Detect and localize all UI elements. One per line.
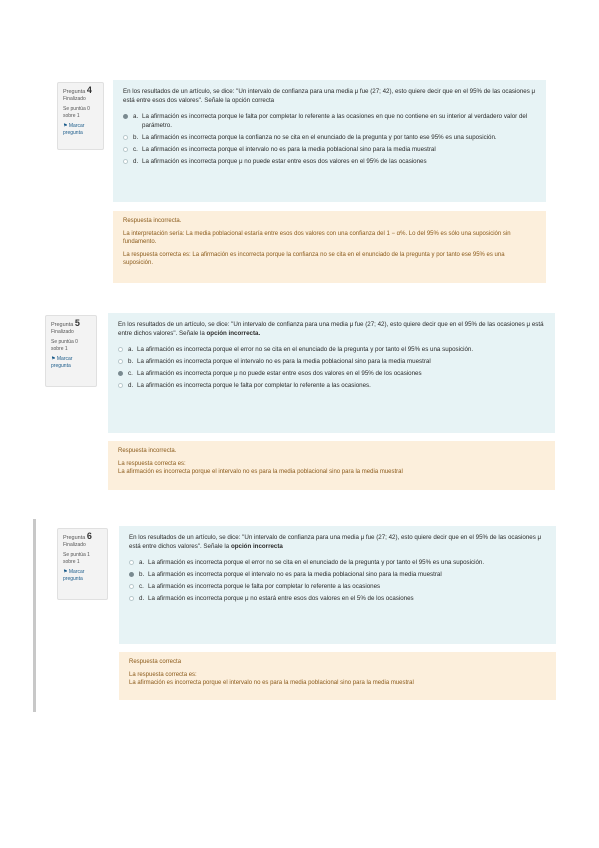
question-state: Finalizado bbox=[51, 329, 74, 335]
flag-icon: ⚑ bbox=[51, 356, 56, 362]
question-text: En los resultados de un artículo, se dice: "Un intervalo de confianza para una media μ fue (27; 42), esto quiere decir que en el 95% de las ocasiones μ está entre dichos valores". Señale la opción incorrecta bbox=[129, 534, 542, 550]
question-score: Se puntúa 0 sobre 1 bbox=[51, 339, 78, 352]
answer-option[interactable] bbox=[118, 345, 545, 354]
option-letter: c. bbox=[128, 370, 133, 377]
question-number: Pregunta 4 bbox=[63, 85, 92, 95]
question-state: Finalizado bbox=[63, 542, 86, 548]
option-letter: d. bbox=[133, 158, 139, 165]
answer-option[interactable] bbox=[129, 594, 546, 603]
option-text: La afirmación es incorrecta porque le falta por completar lo referente a las ocasiones. bbox=[137, 382, 371, 389]
option-text: La afirmación es incorrecta porque el intervalo no es para la media poblacional sino para la media muestral bbox=[142, 146, 436, 153]
question-number: Pregunta 6 bbox=[63, 531, 92, 541]
option-letter: a. bbox=[139, 559, 145, 566]
answer-option[interactable] bbox=[123, 145, 536, 154]
question-content bbox=[113, 80, 546, 202]
radio-button[interactable] bbox=[118, 347, 123, 352]
option-text: La afirmación es incorrecta porque el intervalo no es para la media poblacional sino para la media muestral bbox=[137, 358, 431, 365]
radio-button[interactable] bbox=[123, 159, 128, 164]
option-letter: d. bbox=[128, 382, 134, 389]
answer-option[interactable] bbox=[118, 381, 545, 390]
option-text: La afirmación es incorrecta porque el intervalo no es para la media poblacional sino para la media muestral bbox=[148, 571, 442, 578]
section-divider bbox=[33, 519, 36, 712]
radio-button[interactable] bbox=[129, 560, 134, 565]
option-text: La afirmación es incorrecta porque le falta por completar lo referente a las ocasiones bbox=[148, 583, 381, 590]
flag-question-link[interactable]: ⚑ Marcar pregunta bbox=[51, 356, 73, 369]
feedback-correct-answer: La afirmación es incorrecta porque el intervalo no es para la media poblacional sino para la media muestral bbox=[118, 469, 403, 475]
feedback-box bbox=[108, 441, 555, 490]
radio-button[interactable] bbox=[123, 135, 128, 140]
option-text: La afirmación es incorrecta porque el error no se cita en el enunciado de la pregunta y por tanto el 95% es una suposición. bbox=[137, 346, 474, 353]
answer-option[interactable] bbox=[123, 133, 536, 142]
option-text: La afirmación es incorrecta porque μ no puede estar entre esos dos valores en el 95% de las ocasiones bbox=[142, 158, 427, 165]
answer-option[interactable] bbox=[129, 558, 546, 567]
radio-button[interactable] bbox=[129, 572, 134, 577]
question-text: En los resultados de un artículo, se dice: "Un intervalo de confianza para una media μ fue (27; 42), esto quiere decir que en el 95% de las ocasiones μ está entre esos dos valores". Señale la opción correcta bbox=[123, 88, 536, 104]
question-number: Pregunta 5 bbox=[51, 318, 80, 328]
question-info bbox=[57, 82, 104, 150]
flag-question-link[interactable]: ⚑ Marcar pregunta bbox=[63, 569, 85, 582]
question-content bbox=[108, 313, 555, 433]
option-letter: b. bbox=[128, 358, 134, 365]
option-letter: a. bbox=[128, 346, 134, 353]
radio-button[interactable] bbox=[118, 383, 123, 388]
option-text: La afirmación es incorrecta porque le falta por completar lo referente a las ocasiones en que no contiene en su interior al verdadero valor del parámetro. bbox=[142, 113, 528, 129]
question-score: Se puntúa 1 sobre 1 bbox=[63, 552, 90, 565]
question-info bbox=[45, 315, 97, 387]
answer-option[interactable] bbox=[129, 582, 546, 591]
answer-option[interactable] bbox=[123, 112, 536, 130]
question-score: Se puntúa 0 sobre 1 bbox=[63, 106, 90, 119]
option-text: La afirmación es incorrecta porque μ no estará entre esos dos valores en el 5% de los ocasiones bbox=[148, 595, 414, 602]
flag-question-link[interactable]: ⚑ Marcar pregunta bbox=[63, 123, 85, 136]
feedback-correct-answer: La respuesta correcta es: La afirmación es incorrecta porque la confianza no se cita en el enunciado de la pregunta y por tanto ese 95% es una suposición. bbox=[123, 251, 505, 266]
option-letter: d. bbox=[139, 595, 145, 602]
feedback-correct-answer: La afirmación es incorrecta porque el intervalo no es para la media poblacional sino para la media muestral bbox=[129, 680, 414, 686]
feedback-explanation: La interpretación sería: La media poblacional estaría entre esos dos valores con una confianza del 1 − α%. Lo del 95% es sólo una suposición sin fundamento. bbox=[123, 230, 511, 245]
feedback-label: La respuesta correcta es: bbox=[129, 671, 197, 678]
radio-button[interactable] bbox=[123, 147, 128, 152]
radio-button[interactable] bbox=[118, 371, 123, 376]
feedback-status: Respuesta incorrecta. bbox=[123, 218, 182, 224]
question-state: Finalizado bbox=[63, 96, 86, 102]
answer-option[interactable] bbox=[118, 369, 545, 378]
radio-button[interactable] bbox=[118, 359, 123, 364]
question-content bbox=[119, 526, 556, 644]
option-letter: c. bbox=[139, 583, 144, 590]
option-letter: b. bbox=[139, 571, 145, 578]
option-text: La afirmación es incorrecta porque la confianza no se cita en el enunciado de la pregunta y por tanto ese 95% es una suposición. bbox=[142, 134, 497, 141]
answer-options bbox=[123, 112, 536, 166]
radio-button[interactable] bbox=[129, 596, 134, 601]
answer-option[interactable] bbox=[123, 157, 536, 166]
flag-icon: ⚑ bbox=[63, 569, 68, 575]
feedback-label: La respuesta correcta es: bbox=[118, 460, 186, 467]
feedback-status: Respuesta correcta bbox=[129, 659, 182, 665]
answer-option[interactable] bbox=[118, 357, 545, 366]
answer-options bbox=[118, 345, 545, 390]
flag-icon: ⚑ bbox=[63, 123, 68, 129]
answer-options bbox=[129, 558, 546, 603]
answer-option[interactable] bbox=[129, 570, 546, 579]
option-letter: b. bbox=[133, 134, 139, 141]
option-letter: c. bbox=[133, 146, 138, 153]
question-text: En los resultados de un artículo, se dice: "Un intervalo de confianza para una media μ fue (27; 42), esto quiere decir que en el 95% de las ocasiones μ está entre dichos valores". Señale la opción incorrecta. bbox=[118, 321, 544, 337]
radio-button[interactable] bbox=[123, 114, 128, 119]
question-info bbox=[57, 528, 108, 600]
feedback-status: Respuesta incorrecta. bbox=[118, 448, 177, 454]
radio-button[interactable] bbox=[129, 584, 134, 589]
feedback-box bbox=[113, 211, 546, 283]
option-text: La afirmación es incorrecta porque μ no puede estar entre esos dos valores en el 95% de los ocasiones bbox=[137, 370, 422, 377]
feedback-box bbox=[119, 652, 556, 700]
option-letter: a. bbox=[133, 113, 139, 120]
option-text: La afirmación es incorrecta porque el error no se cita en el enunciado de la pregunta y por tanto el 95% es una suposición. bbox=[148, 559, 485, 566]
